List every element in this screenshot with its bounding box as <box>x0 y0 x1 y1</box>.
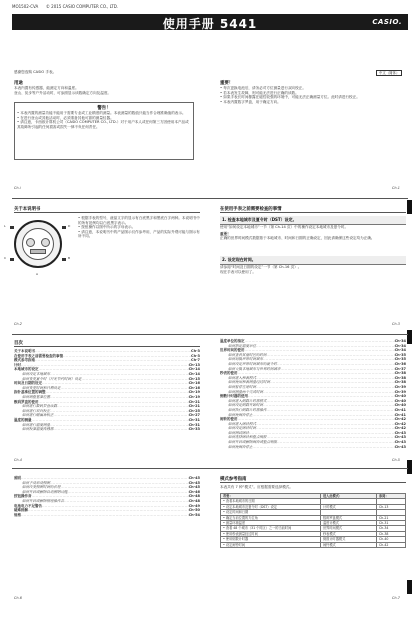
step2-heading: 2. 设定现在时间。 <box>220 256 406 265</box>
toc-entry-label: 如何使用秒表测量经过时间 <box>228 380 270 385</box>
toc-entry-label: 如何执行倒数计时器操作 <box>228 407 267 412</box>
toc-entry-page: Ch-19 <box>188 390 200 395</box>
button-letter: B <box>68 256 71 260</box>
page-divider <box>12 334 408 335</box>
toc-entry-page: Ch-48 <box>188 494 200 499</box>
toc-entry-page: Ch-40 <box>394 403 406 408</box>
warning-box <box>14 102 194 160</box>
toc-entry-page: Ch-31 <box>188 417 200 422</box>
toc-entry-label: 如何变更夏令时（日光节约时间）设定 <box>22 376 82 381</box>
edge-tab-mark <box>407 330 412 344</box>
toc-leader-dots <box>54 427 189 432</box>
toc-entry-page: Ch-43 <box>394 435 406 440</box>
toc-entry-page: Ch-39 <box>394 389 406 394</box>
toc-entry-page: Ch-14 <box>188 371 200 376</box>
toc-entry-page: Ch-41 <box>394 407 406 412</box>
toc-left-column <box>14 349 200 432</box>
toc-entry-label: 疑难排解 <box>14 508 28 513</box>
toc-entry-page: Ch-49 <box>188 503 200 508</box>
table-cell: Ch-13 <box>377 504 406 509</box>
toc-entry-label: 如何校准温度传感器 <box>22 427 54 432</box>
toc-entry-label: 如何设定世界时间城市的夏令时 <box>228 361 277 366</box>
toc-entry-page: Ch-16 <box>188 385 200 390</box>
button-letter: L <box>4 224 6 228</box>
toc-entry <box>14 513 200 518</box>
watch-illustration <box>14 220 62 268</box>
toc-entry-page: Ch-37 <box>394 366 406 371</box>
toc-entry-page: Ch-40 <box>394 394 406 399</box>
toc-entry-label: 世界时间的使用 <box>220 348 245 353</box>
mode-guide-intro: 本表共有 7 种“模式”。应根据需要选择模式。 <box>220 485 293 489</box>
table-cell: • 使用秒表测量经过时间 <box>221 531 321 536</box>
toc-entry-label: 如何指定温度单位 <box>228 343 256 348</box>
usage-line: 本表内置有传感器，能测定方向和温度。 <box>14 86 79 90</box>
step1-heading: 1. 检查本地城市及夏令时（DST）设定。 <box>220 216 406 225</box>
edge-tab-mark <box>407 200 412 214</box>
toc-entry-label: 如何手动启动照明 <box>22 480 50 485</box>
toc-continued-column <box>14 476 200 517</box>
page-number: Ch-4 <box>14 458 22 462</box>
toc-entry-label: 如何进行双向校正 <box>22 408 50 413</box>
before-use-heading: 在使用手表之前需要检查的事情 <box>220 207 282 212</box>
button-letter: A <box>36 272 39 276</box>
toc-entry-label: 照明 <box>14 476 21 480</box>
toc-entry-page: Ch-38 <box>394 380 406 385</box>
toc-entry-label: 本地城市的设定 <box>14 367 39 372</box>
copyright: © 2015 CASIO COMPUTER CO., LTD. <box>45 4 119 9</box>
model-code: MO1502-CVA <box>12 4 39 9</box>
toc-entry-label: 数码罗盘的使用 <box>14 399 39 404</box>
toc-entry-page: Ch-13 <box>188 362 200 367</box>
toc-entry-label: 模式参考指南 <box>14 358 35 363</box>
warning-heading: 警告！ <box>97 106 111 111</box>
toc-entry-page: Ch-45 <box>188 480 200 485</box>
toc-entry-label: 如何变更时间和日期设定 <box>22 385 61 390</box>
step1-line: 重要！ <box>220 231 231 236</box>
table-cell: Ch-38 <box>377 531 406 536</box>
watch-button-right-bottom <box>62 258 66 261</box>
page-divider <box>12 468 408 469</box>
toc-entry-label: 倒数计时器的使用 <box>220 394 248 399</box>
watch-button-right-top <box>62 226 66 229</box>
toc-entry-label: 如何进入秒表模式 <box>228 375 256 380</box>
toc-right-column <box>220 339 406 449</box>
page-number: Ch-3 <box>392 322 400 326</box>
mode-reference-table <box>220 493 406 548</box>
about-line: • 请注意，本说明书中的产品图示仅作参考用，产品的实际外观可能与图示有所不同。 <box>78 229 200 239</box>
table-header: 进入此模式： <box>321 494 377 499</box>
step2-line: 现在手表可以使用了。 <box>220 269 256 274</box>
toc-entry-label: 如何查看其他时区的时间 <box>228 352 267 357</box>
table-cell: 计时模式 <box>321 504 377 509</box>
step2-block <box>220 256 406 274</box>
toc-entry-label: 如何测量两个完成时间 <box>228 389 263 394</box>
toc-entry-page: Ch-40 <box>394 398 406 403</box>
toc-entry-page: Ch-43 <box>394 440 406 445</box>
toc-entry-label: 如何开启或解除自动照明功能 <box>22 489 68 494</box>
page-title: 使用手册 5441 <box>162 17 258 31</box>
usage-heading: 用途 <box>14 81 23 86</box>
watch-button-left-top <box>10 226 14 229</box>
language-tag: 中文（简体） <box>376 70 402 76</box>
toc-entry-page: Ch-45 <box>188 485 200 490</box>
toc-entry-label: 如何设定闹铃时间 <box>228 426 256 431</box>
toc-entry-label: 时间及日期的设定 <box>14 381 42 386</box>
about-manual-text <box>78 216 200 239</box>
mode-guide-heading: 模式参考指南 <box>220 477 247 482</box>
toc-entry-page: Ch-31 <box>188 422 200 427</box>
button-letter: C <box>4 256 7 260</box>
page-number: Ch-6 <box>14 596 22 600</box>
toc-entry-label: 温度单位的指定 <box>220 339 245 343</box>
page-number: Ch-7 <box>392 596 400 600</box>
table-cell: • 查看 48 个城市（31 个时区）之一的当前时间 <box>221 526 321 531</box>
toc-entry-label: 如何进入倒数计时器模式 <box>228 398 267 403</box>
table-cell: • 测量环境温度 <box>221 521 321 526</box>
toc-entry-label: 如何选择闹铃和整点响报 <box>228 435 267 440</box>
toc-entry-label: 如何暂停在途时间 <box>228 384 256 389</box>
toc-entry-page: Ch-3 <box>191 349 200 353</box>
heading-rule <box>220 212 406 213</box>
toc-entry-page: Ch-43 <box>394 444 406 449</box>
table-cell: 数码罗盘模式 <box>321 515 377 520</box>
toc-entry-label: 关于本说明书 <box>14 349 35 353</box>
toc-entry-label: 在使用手表之前需要检查的事情 <box>14 353 63 358</box>
toc-entry-page: Ch-3 <box>191 353 200 358</box>
table-cell: 闹铃模式 <box>321 542 377 547</box>
toc-entry-label: 计时 <box>14 362 21 367</box>
page-number: Ch-i <box>14 186 21 190</box>
about-manual-heading: 关于本说明书 <box>14 207 41 212</box>
toc-leader-dots <box>253 445 395 450</box>
table-cell: Ch-21 <box>377 515 406 520</box>
table-row <box>221 542 406 547</box>
toc-entry-label: 秒表的使用 <box>220 371 238 376</box>
table-cell: • 查看本地城市的日期 <box>221 499 321 504</box>
important-line: • 本表内置数字罗盘，用于确定方向。 <box>220 99 281 104</box>
page-divider <box>12 198 408 199</box>
toc-entry <box>220 445 406 450</box>
table-header: 若要： <box>221 494 321 499</box>
toc-entry-label: 如何进入闹铃模式 <box>228 421 256 426</box>
table-cell: Ch-40 <box>377 537 406 542</box>
table-cell: 倒数计时器模式 <box>321 537 377 542</box>
toc-entry-page: Ch-19 <box>188 394 200 399</box>
toc-entry-label: 如何进行温度测量 <box>22 422 50 427</box>
toc-entry-page: Ch-16 <box>188 381 200 386</box>
toc-entry-page: Ch-21 <box>188 399 200 404</box>
watch-button-left-bottom <box>10 258 14 261</box>
table-cell: Ch-34 <box>377 526 406 531</box>
toc-entry-page: Ch-38 <box>394 375 406 380</box>
toc-entry-page: Ch-34 <box>394 339 406 343</box>
toc-entry-label: 如何调整基准位置 <box>22 394 50 399</box>
toc-entry-label: 指针基准位置的调整 <box>14 390 46 395</box>
page-number: Ch-1 <box>392 186 400 190</box>
toc-entry-label: 如何交换本地城市与世界时间城市 <box>228 366 281 371</box>
table-cell: 温度计模式 <box>321 521 377 526</box>
warning-line: • 请注意，卡西欧计算机公司（CASIO COMPUTER CO., LTD.）对于用户本人或任何第三方因使用本产品或其故障所引起的任何损害或损失一律不负任何责任。 <box>17 120 189 129</box>
important-line: • 若本表发生故障，则可能无法进行正确的读数。 <box>220 90 299 95</box>
table-cell: • 确定当前位置的方位角 <box>221 515 321 520</box>
toc-entry-label: 如何测试闹铃 <box>228 430 249 435</box>
header-meta <box>12 4 118 9</box>
heading-rule <box>14 346 200 347</box>
toc-entry-page: Ch-27 <box>188 413 200 418</box>
toc-entry-page: Ch-46 <box>188 489 200 494</box>
toc-entry-page: Ch-41 <box>394 412 406 417</box>
toc-entry-label: 按钮操作音 <box>14 494 32 499</box>
step1-line: 正确的世界时间模式数据基于本地城市、时间和日期的正确设定，因此请确保这些设定均为正确。 <box>220 236 375 241</box>
toc-entry-page: Ch-42 <box>394 417 406 422</box>
toc-entry-label: 如何使闹铃停止 <box>228 412 253 417</box>
important-notes <box>220 80 406 104</box>
table-cell: • 设定时间和日期 <box>221 510 321 515</box>
toc-entry-label: 温度的测量 <box>14 417 32 422</box>
toc-entry-page: Ch-34 <box>394 348 406 353</box>
toc-entry-label: 如何进行磁偏角校正 <box>22 413 54 418</box>
toc-entry-label: 如何设定本地城市 <box>22 371 50 376</box>
toc-entry-page: Ch-35 <box>394 352 406 357</box>
toc-entry-page: Ch-21 <box>188 404 200 409</box>
table-header: 参阅： <box>377 494 406 499</box>
toc-entry-page: Ch-35 <box>394 357 406 362</box>
toc-entry-page: Ch-34 <box>394 343 406 348</box>
title-banner <box>12 14 408 30</box>
toc-entry-label: 如何设定倒数开始时间 <box>228 403 263 408</box>
watch-subdial <box>41 238 50 247</box>
toc-entry-label: 如何切换世界时间城市 <box>228 357 263 362</box>
edge-tab-mark <box>407 460 412 474</box>
toc-entry-page: Ch-42 <box>394 421 406 426</box>
greeting-text: 感谢您选购 CASIO 手表。 <box>14 70 57 74</box>
important-line: • 每次更换电池后，请务必对方位测量进行双向校正。 <box>220 86 306 90</box>
toc-entry-page: Ch-38 <box>394 371 406 376</box>
toc-entry-page: Ch-50 <box>188 508 200 513</box>
toc-entry-page: Ch-54 <box>188 512 200 517</box>
heading-rule <box>220 482 406 483</box>
table-cell: • 设定闹铃时间 <box>221 542 321 547</box>
toc-entry-page: Ch-14 <box>188 367 200 372</box>
toc-entry-page: Ch-42 <box>394 426 406 431</box>
toc-entry-label: 如何开启或解除闹铃或整点响报 <box>228 440 277 445</box>
about-line: • 根据手表的型号，液晶文字的显示有白底黑字和黑底白字两种。本说明书中的所有范例均以白底黑字表示。 <box>78 216 200 225</box>
toc-entry-page: Ch-7 <box>191 358 200 363</box>
watch-lcd <box>30 249 46 254</box>
toc-leader-dots <box>21 513 189 518</box>
toc-heading: 目次 <box>14 341 23 346</box>
toc-entry-page: Ch-43 <box>394 430 406 435</box>
toc-entry-label: 如何开启或解除按钮操作音 <box>22 498 64 503</box>
table-cell: • 设定本地城市及夏令时（DST）设定 <box>221 504 321 509</box>
toc-entry-page: Ch-48 <box>188 498 200 503</box>
table-cell: Ch-42 <box>377 542 406 547</box>
toc-entry-page: Ch-45 <box>188 476 200 480</box>
step1-line: 使用“如何设定本地城市”一节（第 Ch-14 页）中的操作设定本地城市及夏令时。 <box>220 225 349 229</box>
watch-subdial <box>26 238 35 247</box>
toc-entry-label: 电池电力不足警告 <box>14 503 42 508</box>
step1-block <box>220 216 406 241</box>
important-heading: 重要！ <box>220 81 234 86</box>
toc-entry-page: Ch-15 <box>188 376 200 381</box>
usage-line: 登山、徒步等户外活动时，可参照显示读数确定方向及温度。 <box>14 90 112 95</box>
about-line: • 按钮操作以图中所示的字母表示。 <box>78 225 136 230</box>
toc-entry-label: 如何改变照明时间的长短 <box>22 485 61 490</box>
table-cell: • 使用倒数计时器 <box>221 537 321 542</box>
toc-entry <box>14 427 200 432</box>
toc-entry-page: Ch-36 <box>394 361 406 366</box>
page-number: Ch-5 <box>392 458 400 462</box>
toc-entry-label: 如何进行数码罗盘读数 <box>22 404 57 409</box>
heading-rule <box>14 212 200 213</box>
warning-line: • 本表内置的测量功能不能用于需要专业或工业精度的测量。本表测量的数值只能当作合理准确值的表示。 <box>17 111 186 115</box>
page-number: Ch-2 <box>14 322 22 326</box>
table-cell: Ch-31 <box>377 521 406 526</box>
toc-entry-page: Ch-25 <box>188 408 200 413</box>
table-cell: 世界时间模式 <box>321 526 377 531</box>
edge-tab-mark <box>407 580 412 594</box>
toc-entry-label: 规格 <box>14 512 21 517</box>
important-line: • 如果手表长时间暴露在磁性较强的环境中，可能无法正确测量方位。此时请进行校正。 <box>220 95 360 100</box>
table-cell: 秒表模式 <box>321 531 377 536</box>
toc-entry-label: 如何使闹铃停止 <box>228 444 253 449</box>
usage-text <box>14 86 194 95</box>
toc-entry-page: Ch-39 <box>394 384 406 389</box>
brand-logo: CASIO. <box>372 18 402 26</box>
toc-entry-label: 闹铃的使用 <box>220 417 238 422</box>
step2-line: 请参阅“时间及日期的设定”一节（第 Ch-16 页）。 <box>220 265 302 269</box>
toc-entry-page: Ch-33 <box>188 427 200 432</box>
button-letter: D <box>68 224 71 228</box>
warning-line: • 在进行登山或其他活动时，必须准备其他可靠的测量仪器。 <box>17 115 114 120</box>
